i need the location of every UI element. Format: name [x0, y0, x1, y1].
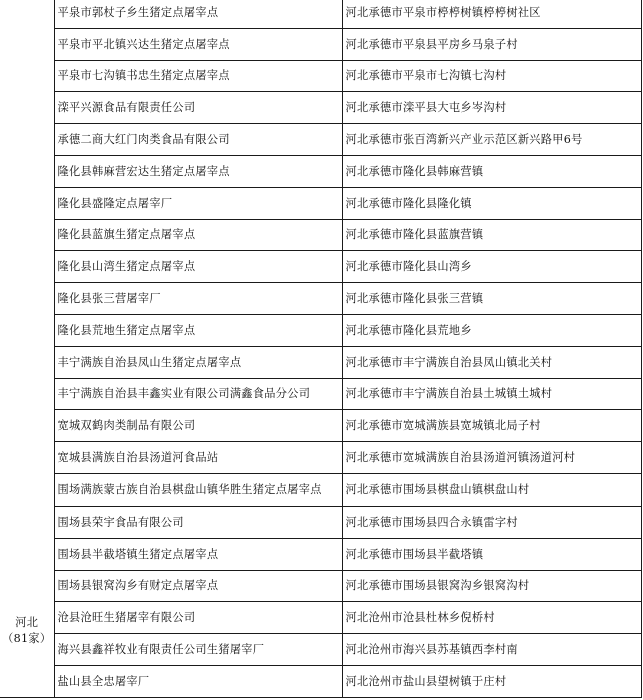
- table-row: [0, 92, 641, 124]
- table-row: [0, 283, 641, 315]
- address-cell: 河北承德市宽城满族县宽城镇北局子村: [342, 410, 641, 442]
- address-cell: 河北沧州市沧县杜林乡倪桥村: [342, 602, 641, 634]
- address-cell: 河北承德市张百湾新兴产业示范区新兴路甲6号: [342, 124, 641, 156]
- table-row: [0, 473, 641, 506]
- address-cell: 河北承德市隆化县隆化镇: [342, 187, 641, 219]
- address-cell: 河北承德市隆化县韩麻营镇: [342, 155, 641, 187]
- address-cell: 河北承德市丰宁满族自治县土城镇土城村: [342, 378, 641, 410]
- address-cell: 河北承德市平泉市楟楟树镇楟楟树社区: [342, 0, 641, 28]
- address-cell: 河北承德市隆化县蓝旗营镇: [342, 219, 641, 251]
- company-name-cell: 隆化县盛隆定点屠宰厂: [54, 187, 342, 219]
- company-name-cell: 隆化县韩麻营宏达生猪定点屠宰点: [54, 155, 342, 187]
- table-row: [0, 251, 641, 283]
- address-cell: 河北承德市围场县棋盘山镇棋盘山村: [342, 473, 641, 506]
- address-cell: 河北承德市隆化县荒地乡: [342, 314, 641, 346]
- company-name-cell: 盐山县全忠屠宰厂: [54, 665, 342, 697]
- table-row: [0, 570, 641, 602]
- table-row: [0, 506, 641, 538]
- table-row: [0, 155, 641, 187]
- company-name-cell: 丰宁满族自治县凤山生猪定点屠宰点: [54, 346, 342, 378]
- address-cell: 河北承德市围场县半截塔镇: [342, 538, 641, 570]
- company-name-cell: 隆化县荒地生猪定点屠宰点: [54, 314, 342, 346]
- table-row: [0, 602, 641, 634]
- company-name-cell: 围场满族蒙古族自治县棋盘山镇华胜生猪定点屠宰点: [54, 473, 342, 506]
- table-row: [0, 378, 641, 410]
- address-cell: 河北承德市滦平县大屯乡岑沟村: [342, 92, 641, 124]
- table-row: [0, 665, 641, 697]
- address-cell: 河北沧州市海兴县苏基镇西李村南: [342, 634, 641, 666]
- address-cell: 河北承德市平泉县平房乡马泉子村: [342, 28, 641, 60]
- address-cell: 河北承德市围场县四合永镇雷字村: [342, 506, 641, 538]
- company-name-cell: 平泉市郭杖子乡生猪定点屠宰点: [54, 0, 342, 28]
- table-row: [0, 219, 641, 251]
- company-name-cell: 围场县银窝沟乡有财定点屠宰点: [54, 570, 342, 602]
- region-cell: [0, 0, 54, 697]
- company-name-cell: 宽城县满族自治县汤道河食品站: [54, 442, 342, 474]
- company-name-cell: 平泉市平北镇兴达生猪定点屠宰点: [54, 28, 342, 60]
- company-name-cell: 海兴县鑫祥牧业有限责任公司生猪屠宰厂: [54, 634, 342, 666]
- table-row: [0, 314, 641, 346]
- company-name-cell: 围场县荣宇食品有限公司: [54, 506, 342, 538]
- table-row: [0, 442, 641, 474]
- table-row: [0, 346, 641, 378]
- table-row: [0, 124, 641, 156]
- address-cell: 河北承德市平泉市七沟镇七沟村: [342, 60, 641, 92]
- company-name-cell: 隆化县山湾生猪定点屠宰点: [54, 251, 342, 283]
- company-name-cell: 丰宁满族自治县丰鑫实业有限公司满鑫食品分公司: [54, 378, 342, 410]
- company-name-cell: 围场县半截塔镇生猪定点屠宰点: [54, 538, 342, 570]
- address-cell: 河北承德市隆化县张三营镇: [342, 283, 641, 315]
- table-row: [0, 634, 641, 666]
- region-count: （81家）: [2, 631, 52, 645]
- address-cell: 河北承德市隆化县山湾乡: [342, 251, 641, 283]
- table-row: [0, 187, 641, 219]
- table-row: [0, 410, 641, 442]
- company-name-cell: 宽城双鹤肉类制品有限公司: [54, 410, 342, 442]
- company-name-cell: 隆化县蓝旗生猪定点屠宰点: [54, 219, 342, 251]
- address-cell: 河北承德市宽城满族自治县汤道河镇汤道河村: [342, 442, 641, 474]
- company-name-cell: 隆化县张三营屠宰厂: [54, 283, 342, 315]
- table-row: [0, 0, 641, 28]
- company-name-cell: 沧县沧旺生猪屠宰有限公司: [54, 602, 342, 634]
- address-cell: 河北沧州市盐山县望树镇于庄村: [342, 665, 641, 697]
- company-name-cell: 平泉市七沟镇书忠生猪定点屠宰点: [54, 60, 342, 92]
- table-row: [0, 60, 641, 92]
- table-row: [0, 538, 641, 570]
- company-name-cell: 承德二商大红门肉类食品有限公司: [54, 124, 342, 156]
- table-row: [0, 28, 641, 60]
- address-cell: 河北承德市围场县银窝沟乡银窝沟村: [342, 570, 641, 602]
- company-name-cell: 滦平兴源食品有限责任公司: [54, 92, 342, 124]
- region-province: 河北: [15, 615, 39, 629]
- address-cell: 河北承德市丰宁满族自治县凤山镇北关村: [342, 346, 641, 378]
